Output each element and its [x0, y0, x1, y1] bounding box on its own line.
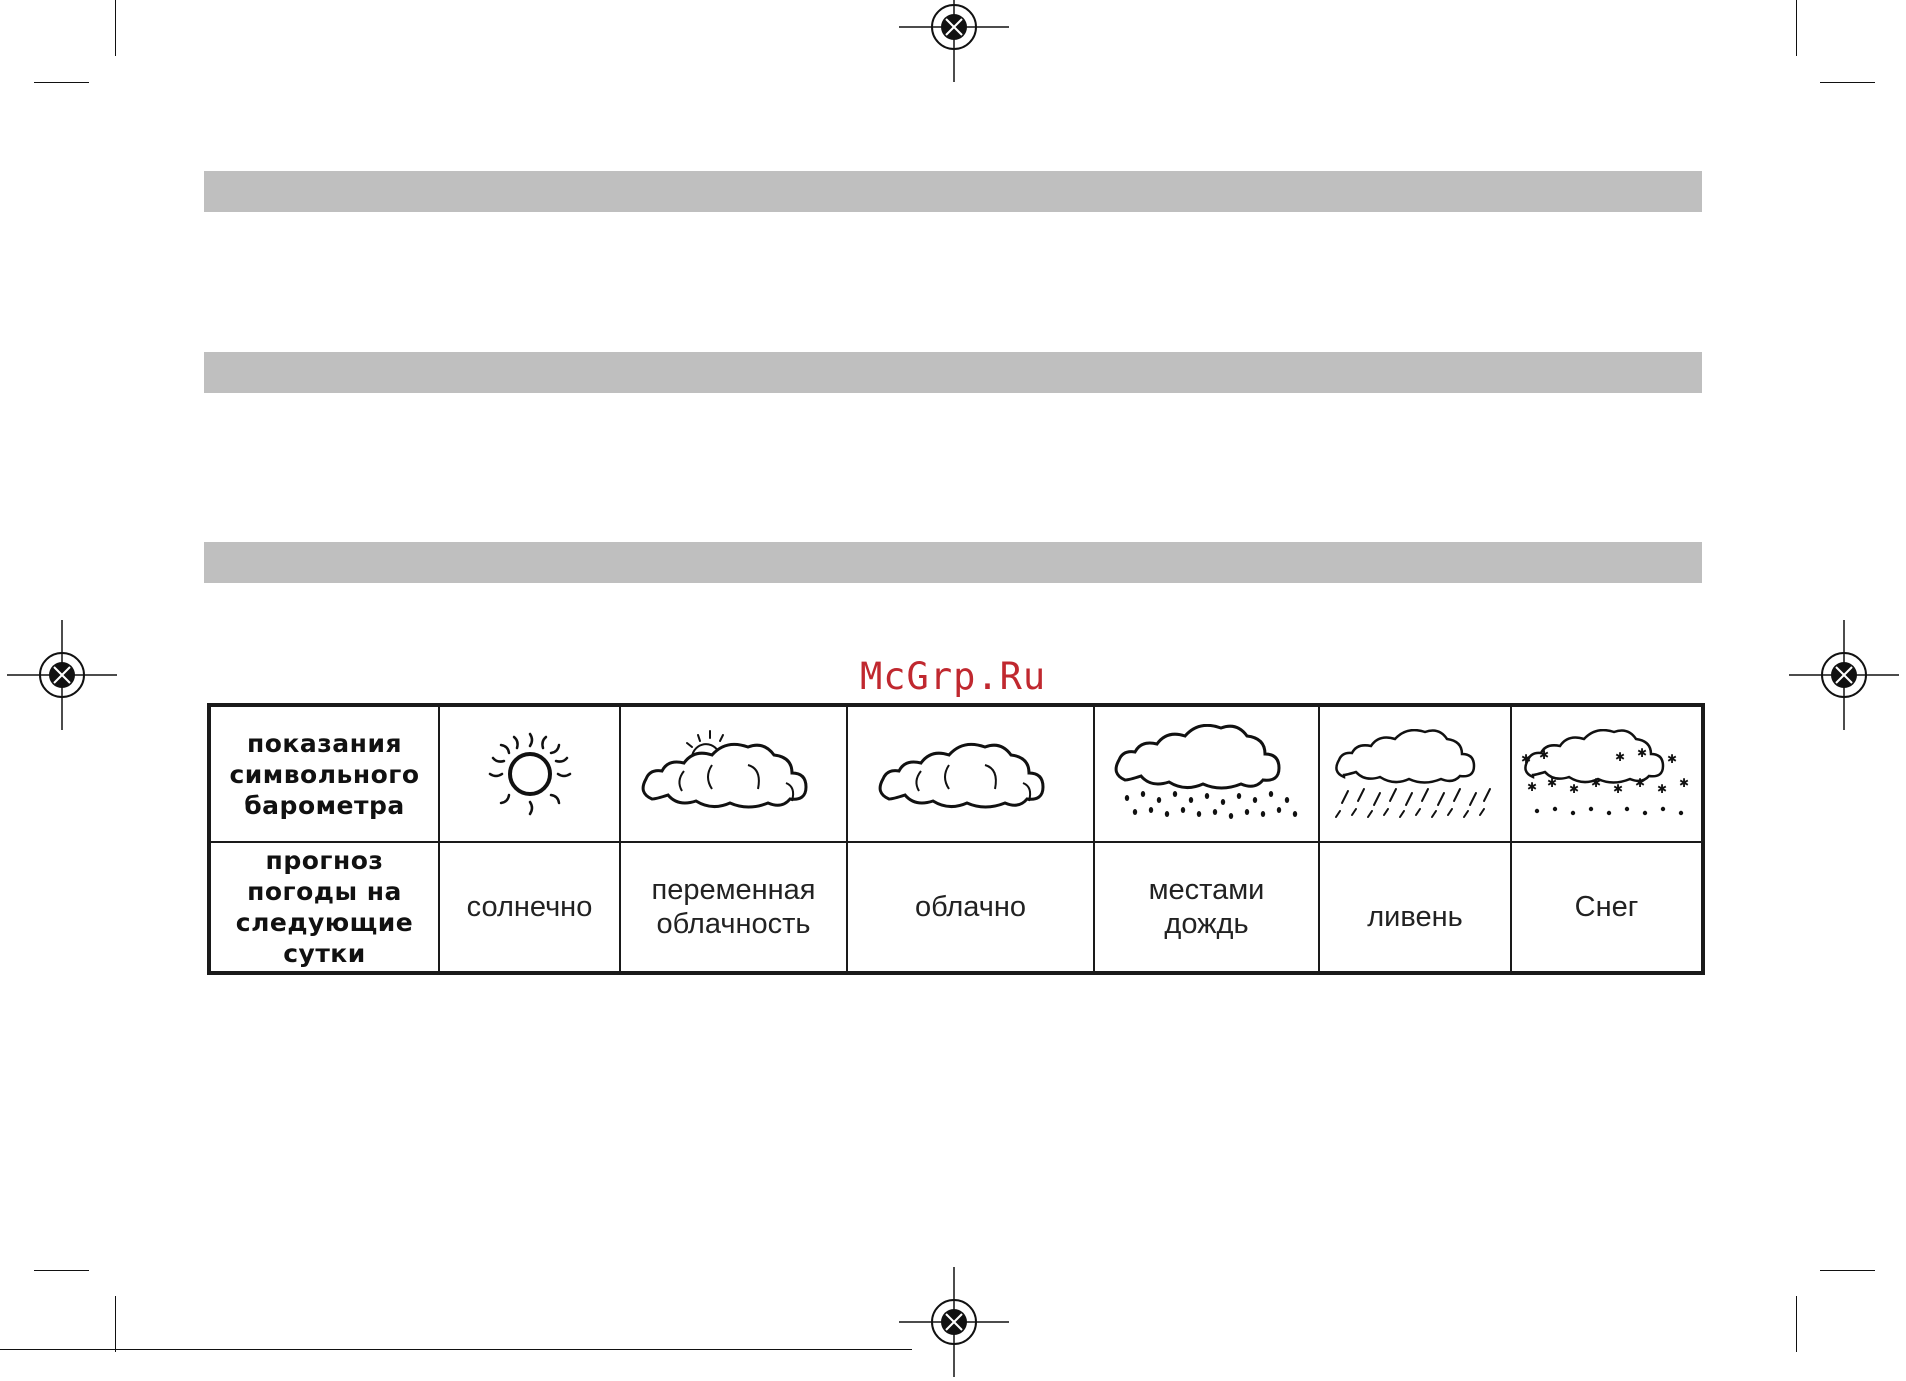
row-header-forecast-text: прогноз погоды на следующие сутки — [235, 846, 414, 968]
svg-text:✱: ✱ — [1568, 782, 1579, 796]
snow-cloud-icon — [1512, 729, 1701, 819]
forecast-cell-partly-cloudy — [620, 842, 847, 973]
crop-mark — [34, 1270, 89, 1271]
row-header-symbol — [209, 705, 439, 842]
svg-text:✱: ✱ — [1634, 776, 1645, 790]
svg-text:✱: ✱ — [1520, 752, 1531, 766]
icon-cell-snow — [1511, 705, 1703, 842]
forecast-label: облачно — [914, 891, 1027, 923]
barometer-symbol-table — [207, 703, 1705, 975]
forecast-label-line2: дождь — [1164, 908, 1249, 940]
forecast-cell-snow — [1511, 842, 1703, 973]
svg-text:✱: ✱ — [1590, 776, 1601, 790]
forecast-cell-rain — [1094, 842, 1319, 973]
forecast-label: солнечно — [466, 891, 593, 923]
rain-cloud-icon — [1095, 724, 1318, 824]
bottom-trim-line — [0, 1349, 912, 1350]
svg-text:✱: ✱ — [1666, 752, 1677, 766]
registration-mark-left — [7, 620, 117, 730]
section-band-1 — [204, 171, 1702, 212]
forecast-label: ливень — [1367, 901, 1463, 933]
registration-mark-bottom — [899, 1267, 1009, 1377]
watermark: McGrp.Ru — [860, 655, 1047, 698]
icon-cell-heavy-rain — [1319, 705, 1511, 842]
crop-mark — [115, 0, 116, 56]
partly-cloudy-icon — [621, 729, 846, 819]
forecast-cell-cloudy — [847, 842, 1094, 973]
svg-text:✱: ✱ — [1546, 776, 1557, 790]
row-header-forecast — [209, 842, 439, 973]
section-band-2 — [204, 352, 1702, 393]
icon-cell-sunny — [439, 705, 620, 842]
icon-cell-cloudy — [847, 705, 1094, 842]
forecast-cell-sunny — [439, 842, 620, 973]
sun-icon — [440, 729, 619, 819]
row-header-symbol-text: показания символьного барометра — [229, 728, 420, 820]
icon-cell-partly-cloudy — [620, 705, 847, 842]
icon-cell-rain — [1094, 705, 1319, 842]
forecast-cell-heavy-rain — [1319, 842, 1511, 973]
svg-text:✱: ✱ — [1678, 776, 1689, 790]
crop-mark — [34, 82, 89, 83]
crop-mark — [1820, 1270, 1875, 1271]
svg-text:✱: ✱ — [1614, 750, 1625, 764]
forecast-label: местами — [1148, 874, 1265, 906]
crop-mark — [1796, 0, 1797, 56]
symbol-row — [209, 705, 1703, 842]
section-band-3 — [204, 542, 1702, 583]
crop-mark — [1796, 1296, 1797, 1352]
svg-text:✱: ✱ — [1538, 748, 1549, 762]
forecast-label: Снег — [1574, 891, 1639, 923]
forecast-row — [209, 842, 1703, 973]
svg-text:✱: ✱ — [1656, 782, 1667, 796]
svg-text:✱: ✱ — [1612, 782, 1623, 796]
crop-mark — [1820, 82, 1875, 83]
forecast-label: переменная — [651, 874, 816, 906]
svg-text:✱: ✱ — [1636, 746, 1647, 760]
cloud-icon — [848, 729, 1093, 819]
registration-mark-right — [1789, 620, 1899, 730]
registration-mark-top — [899, 0, 1009, 82]
crop-mark — [115, 1296, 116, 1352]
svg-text:✱: ✱ — [1526, 780, 1537, 794]
forecast-label-line2: облачность — [656, 908, 811, 940]
heavy-rain-cloud-icon — [1320, 729, 1510, 819]
